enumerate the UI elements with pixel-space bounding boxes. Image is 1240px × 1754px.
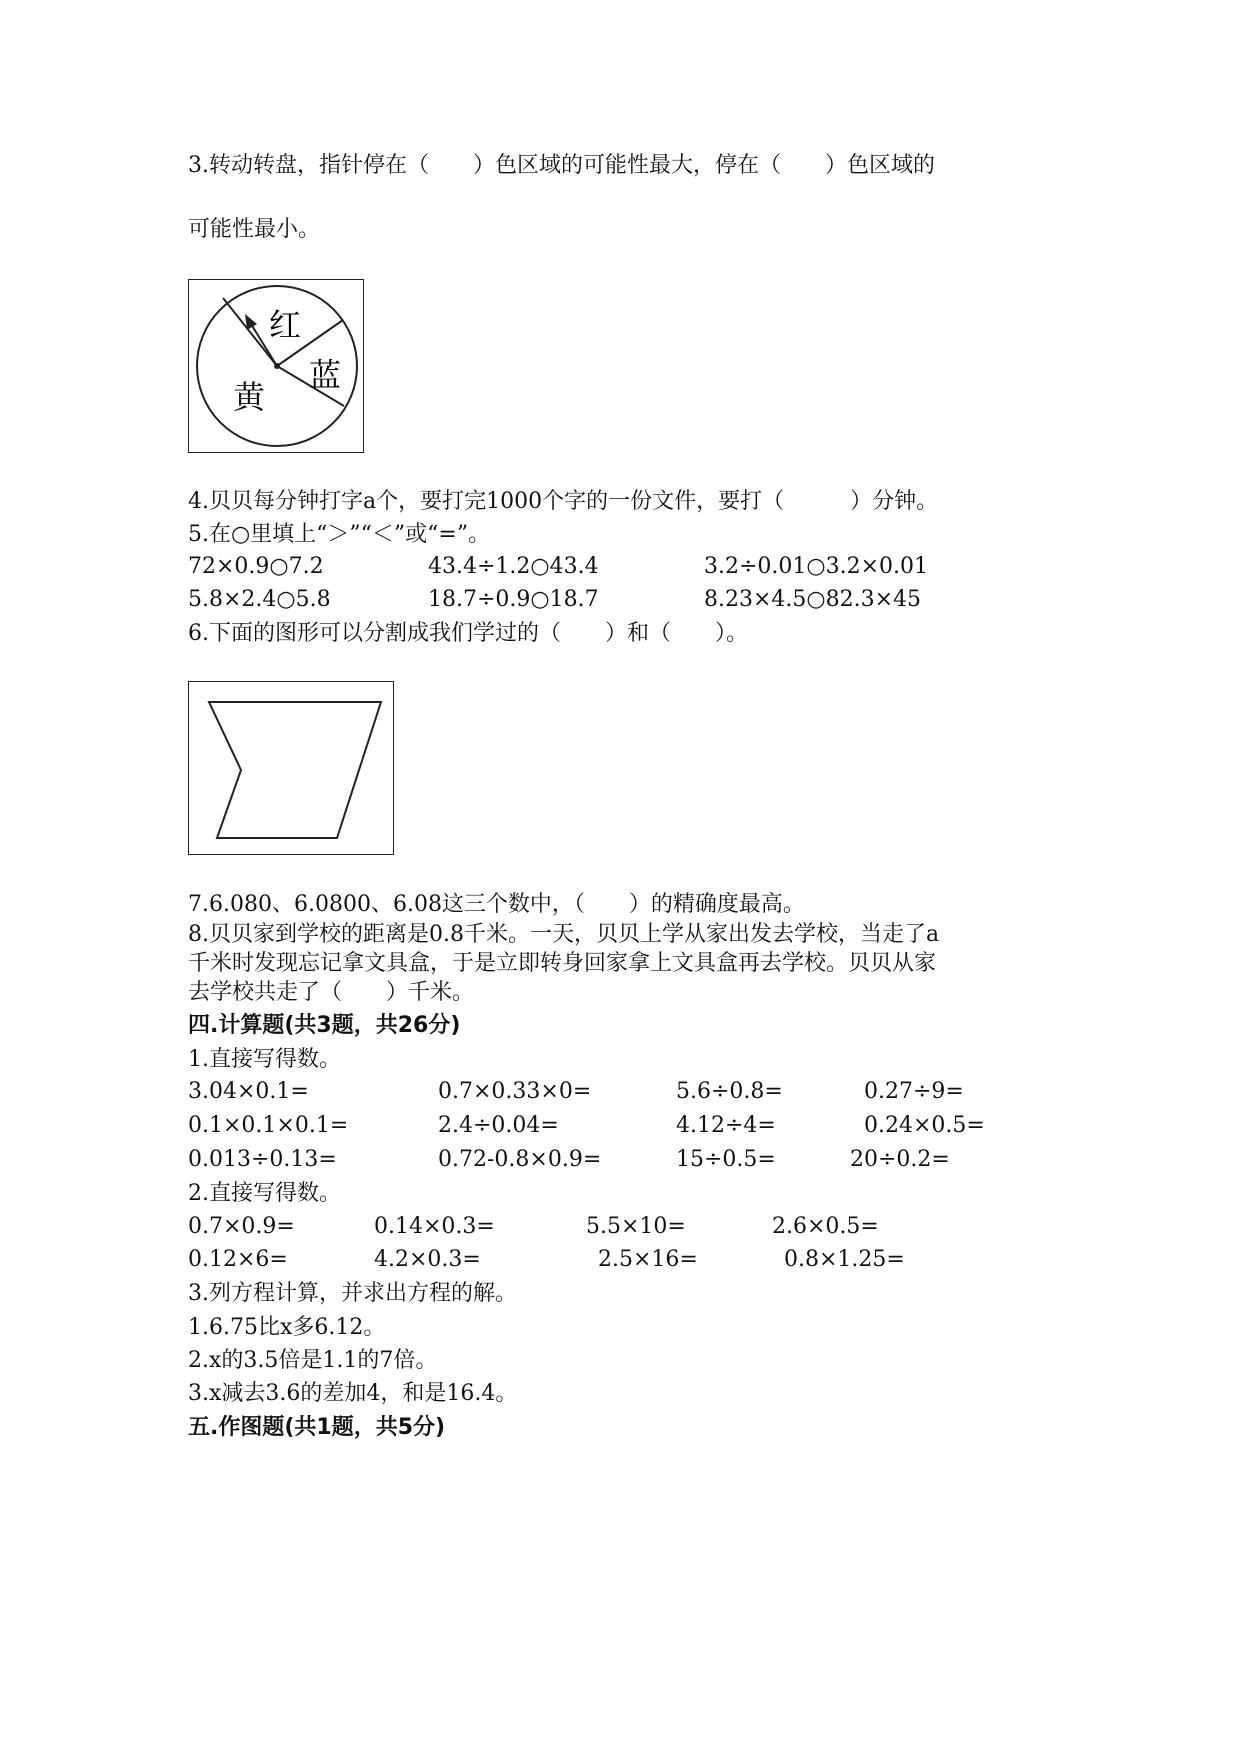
s4-p2-r2-c3: 2.5×16= [598,1247,698,1272]
spinner-center [274,363,280,369]
q3-line2: 可能性最小。 [188,217,321,242]
q5-r1-c2: 43.4÷1.2○43.4 [428,554,599,579]
q8-line3: 去学校共走了（ ）千米。 [188,980,475,1005]
q5-r1-c3: 3.2÷0.01○3.2×0.01 [704,554,929,579]
s4-p1-r3-c4: 20÷0.2= [850,1147,950,1172]
q5-r1-c1: 72×0.9○7.2 [188,554,324,579]
shape-figure [188,681,394,855]
label-blue: 蓝 [309,356,342,394]
section5-heading: 五.作图题(共1题，共5分) [188,1415,446,1440]
spinner-figure [188,279,364,453]
s4-p2-r2-c1: 0.12×6= [188,1247,288,1272]
s4-p1-r3-c1: 0.013÷0.13= [188,1147,337,1172]
shape-svg [189,682,393,854]
label-red: 红 [269,306,302,344]
s4-p1-r3-c3: 15÷0.5= [676,1147,776,1172]
pointer-arrowhead [245,314,257,330]
spinner-svg [189,280,363,452]
label-yellow: 黄 [233,378,266,416]
s4-p2-r2-c4: 0.8×1.25= [784,1247,905,1272]
s4-p1-r1-c3: 5.6÷0.8= [676,1079,783,1104]
s4-p2-title: 2.直接写得数。 [188,1181,341,1206]
q5-r2-c1: 5.8×2.4○5.8 [188,587,331,612]
s4-p1-r2-c1: 0.1×0.1×0.1= [188,1113,349,1138]
s4-p3-item2: 2.x的3.5倍是1.1的7倍。 [188,1348,438,1373]
q3-line1: 3.转动转盘，指针停在（ ）色区域的可能性最大，停在（ ）色区域的 [188,153,935,178]
s4-p3-title: 3.列方程计算，并求出方程的解。 [188,1281,517,1306]
s4-p1-r2-c4: 0.24×0.5= [864,1113,985,1138]
q7-text: 7.6.080、6.0800、6.08这三个数中，（ ）的精确度最高。 [188,892,805,917]
q8-line2: 千米时发现忘记拿文具盒，于是立即转身回家拿上文具盒再去学校。贝贝从家 [188,951,937,976]
s4-p1-title: 1.直接写得数。 [188,1047,341,1072]
composite-shape [209,702,381,838]
s4-p2-r1-c2: 0.14×0.3= [374,1214,495,1239]
s4-p2-r1-c3: 5.5×10= [586,1214,686,1239]
q5-title: 5.在○里填上“＞”“＜”或“=”。 [188,522,491,547]
s4-p1-r1-c1: 3.04×0.1= [188,1079,309,1104]
s4-p1-r1-c2: 0.7×0.33×0= [438,1079,592,1104]
s4-p1-r2-c2: 2.4÷0.04= [438,1113,559,1138]
s4-p1-r3-c2: 0.72-0.8×0.9= [438,1147,602,1172]
s4-p3-item3: 3.x减去3.6的差加4，和是16.4。 [188,1381,518,1406]
section4-heading: 四.计算题(共3题，共26分) [188,1013,461,1038]
q5-r2-c2: 18.7÷0.9○18.7 [428,587,599,612]
q8-line1: 8.贝贝家到学校的距离是0.8千米。一天，贝贝上学从家出发去学校，当走了a [188,922,940,947]
q6-text: 6.下面的图形可以分割成我们学过的（ ）和（ ）。 [188,621,748,646]
q5-r2-c3: 8.23×4.5○82.3×45 [704,587,922,612]
s4-p2-r1-c1: 0.7×0.9= [188,1214,295,1239]
s4-p1-r1-c4: 0.27÷9= [864,1079,964,1104]
s4-p3-item1: 1.6.75比x多6.12。 [188,1315,386,1340]
s4-p2-r1-c4: 2.6×0.5= [772,1214,879,1239]
q4-text: 4.贝贝每分钟打字a个，要打完1000个字的一份文件，要打（ ）分钟。 [188,489,939,514]
s4-p1-r2-c3: 4.12÷4= [676,1113,776,1138]
s4-p2-r2-c2: 4.2×0.3= [374,1247,481,1272]
